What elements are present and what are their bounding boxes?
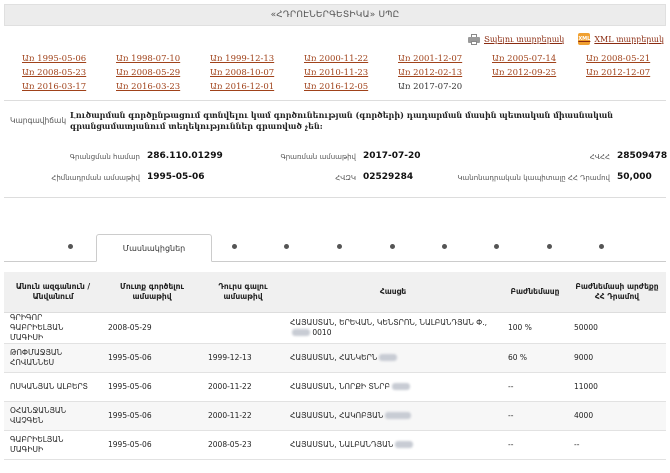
cell-share-value: 11000: [568, 372, 666, 401]
cell-share: 100 %: [502, 312, 568, 343]
date-link[interactable]: Առ 2005-07-14: [492, 54, 557, 64]
tab-dot[interactable]: [599, 244, 604, 249]
date-link[interactable]: Առ 2016-12-05: [304, 82, 369, 92]
date-link[interactable]: Առ 2001-12-07: [398, 54, 463, 64]
cell-address: ՀԱՅԱՍՏԱՆ, ԵՐԵՎԱՆ, ԿԵՆՏՐՈՆ, ՆԱԼԲԱՆԴՅԱՆ Փ., 0010: [284, 312, 502, 343]
date-link[interactable]: Առ 2012-02-13: [398, 68, 463, 78]
cell-name: ԳՐԻԳՈՐ ԳԱԲՐԻԵԼՅԱՆ ՄԱԳԻՍԻ: [4, 312, 102, 343]
tab-dot[interactable]: [284, 244, 289, 249]
table-row: [4, 343, 666, 372]
tin-value: 28509478: [617, 151, 668, 161]
date-link[interactable]: Առ 2008-05-29: [116, 68, 181, 78]
table-row: [4, 372, 666, 401]
print-version-link[interactable]: [468, 34, 564, 45]
tab-dot[interactable]: [337, 244, 342, 249]
capital-label: Կանոնադրական կապիտալը ՀՀ Դրամով: [457, 174, 610, 182]
cell-entry-date: 1995-05-06: [102, 343, 202, 372]
tin-label: ՀՎՀՀ: [589, 153, 610, 161]
cell-address: ՀԱՅԱՍՏԱՆ, ՆԱԼԲԱՆԴՅԱՆ: [284, 430, 502, 459]
table-header-row: [4, 272, 666, 312]
date-link[interactable]: Առ 2012-09-25: [492, 68, 557, 78]
column-header-share-value: Բաժնեմասի արժեքը ՀՀ Դրամով: [568, 272, 666, 312]
date-link[interactable]: Առ 2012-12-07: [586, 68, 651, 78]
tab-dot[interactable]: [232, 244, 237, 249]
tab-participants-label: Մասնակիցներ: [122, 243, 186, 253]
cell-exit-date: 1999-12-13: [202, 343, 284, 372]
date-link[interactable]: Առ 2008-05-23: [22, 68, 87, 78]
reg-number-label: Գրանցման համար: [69, 153, 140, 161]
cell-exit-date: 2000-11-22: [202, 401, 284, 430]
date-link[interactable]: Առ 2016-12-01: [210, 82, 275, 92]
date-link[interactable]: Առ 2010-11-23: [304, 68, 369, 78]
cell-share: 60 %: [502, 343, 568, 372]
cell-address: ՀԱՅԱՍՏԱՆ, ՀԱՆԿԵՐՆ: [284, 343, 502, 372]
tab-dot[interactable]: [68, 244, 73, 249]
company-title: «ՀԴՐՈԷՆԵՐԳԵՏԻԿԱ» ՍՊԸ: [270, 10, 400, 20]
cell-address: ՀԱՅԱՍՏԱՆ, ՆՈՐՔԻ ՏՆՐԲ: [284, 372, 502, 401]
date-link[interactable]: Առ 2000-11-22: [304, 54, 369, 64]
column-header-name: Անուն ազգանուն / Անվանում: [4, 272, 102, 312]
status-text: Լուծարման գործընթացում գտնվելու կամ գործունեության (գործերի) դադարման մասին պետական միասնական գրանցամատյանում տեղեկություններ գրառված չեն:: [70, 110, 614, 131]
divider: [4, 100, 666, 101]
history-dates: [22, 54, 670, 92]
date-link[interactable]: Առ 2016-03-17: [22, 82, 87, 92]
status-label: Կարգավիճակ: [10, 116, 67, 125]
cell-share-value: 50000: [568, 312, 666, 343]
date-link[interactable]: Առ 1998-07-10: [116, 54, 181, 64]
export-actions: [468, 33, 664, 45]
print-version-label: Տպելու տարբերակ: [483, 34, 565, 44]
capital-value: 50,000: [617, 172, 652, 182]
cell-address: ՀԱՅԱՍՏԱՆ, ՀԱԿՈԲՅԱՆ: [284, 401, 502, 430]
cell-name: ՕՀԱՆՋԱՆՅԱՆ ՎԱՉԳԵՆ: [4, 401, 102, 430]
code-value: 02529284: [363, 172, 414, 182]
xml-version-link[interactable]: [578, 33, 664, 45]
cell-exit-date: [202, 312, 284, 343]
founded-label: Հիմնադրման ամսաթիվ: [51, 174, 140, 182]
cell-name: ԳԱԲՐԻԵԼՅԱՆ ՄԱԳԻՍԻ: [4, 430, 102, 459]
cell-entry-date: 1995-05-06: [102, 430, 202, 459]
divider: [4, 197, 666, 198]
tab-dot[interactable]: [442, 244, 447, 249]
cell-share-value: 4000: [568, 401, 666, 430]
tab-dot[interactable]: [494, 244, 499, 249]
tab-participants[interactable]: [96, 234, 212, 262]
column-header-exit-date: Դուրս գալու ամսաթիվ: [202, 272, 284, 312]
cell-name: ԹՈՓՄԱՋՅԱՆ ՀՈՎԱՆՆԵՍ: [4, 343, 102, 372]
xml-file-icon: XML: [578, 33, 590, 45]
reg-date-value: 2017-07-20: [363, 151, 421, 161]
cell-exit-date: 2008-05-23: [202, 430, 284, 459]
printer-icon: [468, 34, 480, 45]
cell-exit-date: 2000-11-22: [202, 372, 284, 401]
participants-table: [4, 272, 666, 460]
xml-version-label: XML տարբերակ: [594, 34, 664, 44]
cell-share: --: [502, 401, 568, 430]
date-link[interactable]: Առ 2016-03-23: [116, 82, 181, 92]
date-link[interactable]: Առ 1999-12-13: [210, 54, 275, 64]
section-tabs: [4, 234, 666, 262]
reg-date-label: Գրառման ամսաթիվ: [280, 153, 356, 161]
cell-share: --: [502, 430, 568, 459]
cell-name: ՈՍԿԱՆՅԱՆ ԱԼԲԵՐՏ: [4, 372, 102, 401]
cell-entry-date: 1995-05-06: [102, 372, 202, 401]
column-header-address: Հասցե: [284, 272, 502, 312]
founded-value: 1995-05-06: [147, 172, 205, 182]
tab-dot[interactable]: [547, 244, 552, 249]
table-row: [4, 430, 666, 459]
column-header-share: Բաժնեմասը: [502, 272, 568, 312]
date-link[interactable]: Առ 2008-10-07: [210, 68, 275, 78]
cell-share-value: 9000: [568, 343, 666, 372]
current-date: Առ 2017-07-20: [398, 82, 463, 92]
tab-dot[interactable]: [390, 244, 395, 249]
cell-share-value: --: [568, 430, 666, 459]
cell-entry-date: 1995-05-06: [102, 401, 202, 430]
code-label: ՀՎԶԿ: [335, 174, 356, 182]
cell-share: --: [502, 372, 568, 401]
page-header: [4, 4, 666, 26]
table-row: [4, 312, 666, 343]
date-link[interactable]: Առ 1995-05-06: [22, 54, 87, 64]
date-link[interactable]: Առ 2008-05-21: [586, 54, 651, 64]
cell-entry-date: 2008-05-29: [102, 312, 202, 343]
reg-number-value: 286.110.01299: [147, 151, 223, 161]
table-row: [4, 401, 666, 430]
column-header-entry-date: Մուտք գործելու ամսաթիվ: [102, 272, 202, 312]
